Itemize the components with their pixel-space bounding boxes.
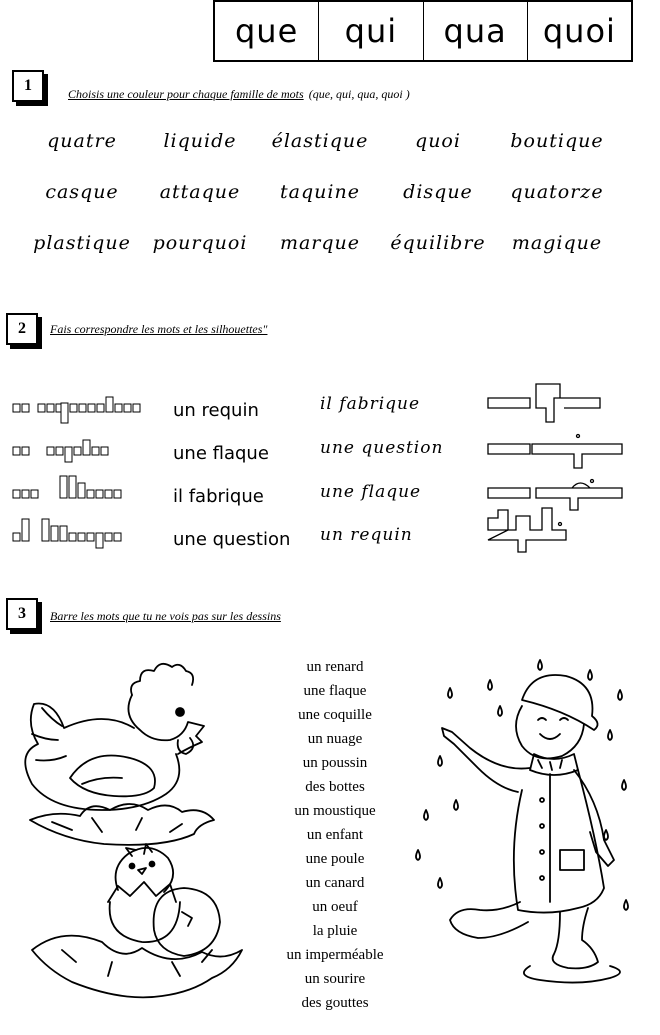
list-item[interactable]: une poule [305,851,365,867]
list-item[interactable]: des gouttes [301,995,369,1011]
cursive-match-word[interactable]: une question [320,438,444,458]
cursive-word[interactable]: quatorze [510,181,604,203]
cursive-silhouette-1 [488,384,600,422]
print-word[interactable]: un requin [173,400,259,421]
cursive-word[interactable]: attaque [159,181,241,203]
list-item[interactable]: des bottes [305,779,365,795]
cursive-word[interactable]: liquide [163,130,237,152]
print-word[interactable]: une flaque [173,443,269,464]
cursive-silhouette-4 [488,508,566,552]
header-cell-quoi: quoi [542,12,616,50]
list-item[interactable]: un oeuf [312,899,358,915]
header-cell-qua: qua [424,2,528,60]
cursive-silhouette-3 [488,483,622,510]
exercise-3-word-list [265,655,405,1015]
cursive-silhouette-2 [488,444,622,468]
exercise-1-instruction-line [68,83,410,102]
cursive-word[interactable]: quatre [47,130,117,152]
block-silhouettes [10,392,165,562]
exercise-1-number: 1 [12,70,44,102]
exercise-2-number: 2 [6,313,38,345]
header-table [213,0,633,62]
list-item[interactable]: un nuage [307,731,363,747]
exercise-2-instruction: Fais correspondre les mots et les silhouettes" [50,322,268,336]
cursive-word[interactable]: pourquoi [152,232,248,254]
cursive-match-word[interactable]: un requin [320,525,413,545]
block-silhouette-1 [13,397,140,423]
cursive-word[interactable]: casque [45,181,119,203]
list-item[interactable]: un poussin [302,755,368,771]
list-item[interactable]: une coquille [298,707,372,723]
list-item[interactable]: un imperméable [286,947,384,963]
cursive-word[interactable]: équilibre [390,232,486,254]
print-word[interactable]: il fabrique [173,486,264,507]
cursive-word[interactable]: magique [511,232,603,254]
block-silhouette-2 [13,440,108,462]
cursive-match-word[interactable]: il fabrique [320,394,421,414]
block-silhouette-3 [13,476,121,498]
cursive-word[interactable]: plastique [33,232,131,254]
header-cell-que: que [215,2,319,60]
cursive-word[interactable]: quoi [415,130,461,152]
list-item[interactable]: un moustique [294,803,376,819]
exercise-3-number: 3 [6,598,38,630]
exercise-1-instruction: Choisis une couleur pour chaque famille de mots [68,87,304,101]
child-rain-illustration [410,650,645,1000]
list-item[interactable]: un sourire [304,971,366,987]
cursive-word[interactable]: élastique [271,130,369,152]
print-word[interactable]: une question [173,529,291,550]
cursive-word[interactable]: taquine [280,181,360,203]
exercise-3-instruction: Barre les mots que tu ne vois pas sur les dessins [50,609,281,623]
exercise-1-instruction-extra: (que, qui, qua, quoi ) [308,87,410,101]
cursive-word[interactable]: boutique [510,130,604,152]
cursive-word[interactable]: marque [279,232,361,254]
header-cell-qui: qui [319,2,423,60]
list-item[interactable]: un enfant [306,827,364,843]
hen-chick-illustration [22,650,257,1000]
list-item[interactable]: un canard [305,875,365,891]
cursive-match-word[interactable]: une flaque [320,482,422,502]
list-item[interactable]: un renard [306,659,364,675]
cursive-silhouettes [482,378,632,563]
block-silhouette-4 [13,519,121,548]
cursive-word[interactable]: disque [403,181,473,203]
list-item[interactable]: la pluie [312,923,358,939]
list-item[interactable]: une flaque [303,683,367,699]
